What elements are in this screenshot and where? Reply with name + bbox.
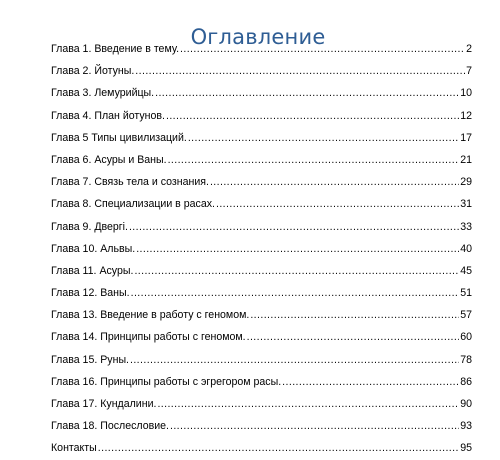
toc-entry-label: Глава 9. Двергi.: [51, 220, 128, 233]
toc-entry-page: 45: [460, 264, 472, 277]
toc-entry-label: Глава 18. Послесловие.: [51, 420, 169, 433]
dot-leader: [216, 193, 459, 215]
dot-leader: [170, 415, 459, 437]
toc-entry-label: Глава 2. Йотуны.: [51, 65, 135, 78]
toc-entry-label: Глава 7. Связь тела и сознания.: [51, 176, 209, 189]
toc-entry-page: 10: [460, 87, 472, 100]
toc-entry-page: 40: [460, 242, 472, 255]
page-title: Оглавление: [190, 25, 326, 50]
toc-entry-label: Глава 17. Кундалини.: [51, 398, 157, 410]
toc-entry-page: 33: [460, 220, 472, 233]
toc-entry[interactable]: [51, 282, 472, 304]
toc-entry-page: 21: [460, 153, 472, 166]
toc-entry-page: 29: [460, 176, 472, 189]
toc-entry[interactable]: [51, 82, 472, 104]
toc-entry-page: 17: [460, 131, 472, 144]
toc-entry[interactable]: [51, 216, 472, 238]
dot-leader: [131, 282, 460, 304]
toc-entry-label: Глава 14. Принципы работы с геномом.: [51, 331, 246, 344]
dot-leader: [129, 216, 459, 238]
toc-entry[interactable]: [51, 105, 472, 127]
toc-entry-label: Глава 4. План йотунов.: [51, 109, 165, 122]
dot-leader: [180, 38, 465, 60]
toc-entry-label: Глава 5 Типы цивилизаций.: [51, 131, 187, 144]
toc-entry-page: 78: [460, 353, 472, 366]
dot-leader: [98, 437, 459, 459]
dot-leader: [157, 393, 459, 415]
toc-entry-label: Глава 1. Введение в тему.: [51, 43, 180, 55]
toc-entry-label: Глава 12. Ваны.: [51, 287, 130, 300]
dot-leader: [210, 171, 459, 193]
dot-leader: [136, 238, 459, 260]
dot-leader: [188, 127, 459, 149]
toc-entry-label: Глава 16. Принципы работы с эгрегором расы.: [51, 375, 282, 388]
toc-entry[interactable]: [51, 437, 472, 459]
dot-leader: [250, 304, 459, 326]
dot-leader: [135, 60, 465, 82]
toc-entry[interactable]: [51, 38, 472, 60]
dot-leader: [282, 371, 459, 393]
toc-entry-label: Глава 13. Введение в работу с геномом.: [51, 309, 250, 322]
toc-entry[interactable]: [51, 393, 472, 415]
toc-entry[interactable]: [51, 304, 472, 326]
toc-entry[interactable]: [51, 260, 472, 282]
dot-leader: [247, 326, 460, 348]
toc-entry[interactable]: [51, 127, 472, 149]
dot-leader: [134, 260, 459, 282]
toc-entry-page: 93: [460, 420, 472, 433]
toc-entry[interactable]: [51, 238, 472, 260]
toc-entry[interactable]: [51, 60, 472, 82]
toc-entry-page: 95: [460, 442, 472, 455]
toc-entry-label: Глава 3. Лемурийцы.: [51, 87, 155, 100]
toc-entry-page: 86: [460, 375, 472, 388]
dot-leader: [168, 149, 460, 171]
toc-entry[interactable]: [51, 326, 472, 348]
toc-entry[interactable]: [51, 149, 472, 171]
toc-entry-page: 12: [460, 109, 472, 122]
toc-entry-label: Глава 8. Специализации в расах.: [51, 198, 215, 211]
dot-leader: [130, 349, 459, 371]
toc-entry-page: 60: [460, 331, 472, 344]
toc-entry-label: Глава 6. Асуры и Ваны.: [51, 153, 167, 166]
toc-entry-label: Глава 11. Асуры.: [51, 264, 134, 277]
toc-entry[interactable]: [51, 415, 472, 437]
toc-entry[interactable]: [51, 349, 472, 371]
dot-leader: [155, 82, 459, 104]
toc-entry-page: 2: [466, 43, 472, 55]
toc-entry-page: 31: [460, 198, 472, 211]
toc-entry-page: 90: [460, 398, 472, 410]
toc-entry-label: Глава 10. Альвы.: [51, 242, 136, 255]
toc-entry[interactable]: [51, 371, 472, 393]
toc-entry-page: 7: [466, 65, 472, 78]
toc-entry-label: Контакты: [51, 442, 97, 455]
dot-leader: [166, 105, 459, 127]
toc-entry-page: 51: [460, 287, 472, 300]
toc-entry[interactable]: [51, 193, 472, 215]
toc-entry[interactable]: [51, 171, 472, 193]
table-of-contents: [51, 38, 472, 460]
toc-entry-page: 57: [460, 309, 472, 322]
toc-entry-label: Глава 15. Руны.: [51, 353, 129, 366]
